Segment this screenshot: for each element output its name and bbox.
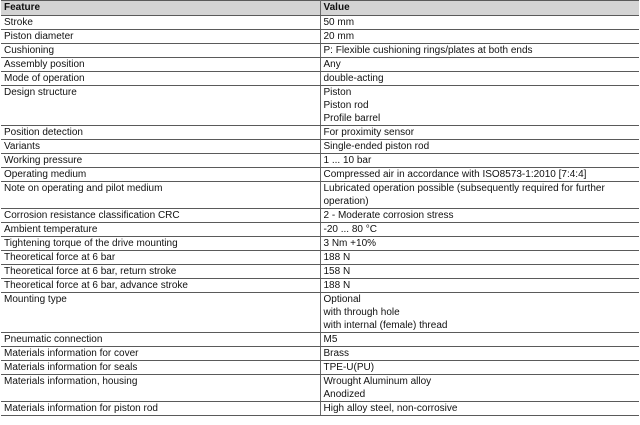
- table-header-row: [1, 1, 639, 16]
- value-line: Piston rod: [323, 100, 369, 111]
- value-cell: [320, 347, 639, 361]
- table-row: [1, 375, 639, 402]
- value-line: -20 ... 80 °C: [323, 224, 377, 235]
- value-cell: [320, 333, 639, 347]
- value-line: For proximity sensor: [323, 127, 415, 138]
- table-row: [1, 140, 639, 154]
- table-row: [1, 223, 639, 237]
- value-cell: [320, 279, 639, 293]
- feature-cell: Assembly position: [1, 58, 320, 72]
- feature-cell: Design structure: [1, 86, 320, 126]
- value-line: double-acting: [323, 73, 384, 84]
- value-line: M5: [323, 334, 338, 345]
- table-row: [1, 347, 639, 361]
- table-row: [1, 126, 639, 140]
- feature-cell: Corrosion resistance classification CRC: [1, 209, 320, 223]
- value-line: 50 mm: [323, 17, 355, 28]
- feature-cell: Materials information for cover: [1, 347, 320, 361]
- value-cell: [320, 375, 639, 402]
- value-line: Profile barrel: [323, 113, 381, 124]
- value-cell: [320, 182, 639, 209]
- value-cell: [320, 265, 639, 279]
- table-row: [1, 279, 639, 293]
- value-line: Single-ended piston rod: [323, 141, 430, 152]
- table-row: [1, 361, 639, 375]
- value-line: operation): [323, 196, 369, 207]
- feature-cell: Operating medium: [1, 168, 320, 182]
- value-line: Brass: [323, 348, 350, 359]
- value-cell: [320, 293, 639, 333]
- feature-cell: Materials information for piston rod: [1, 402, 320, 416]
- feature-cell: Piston diameter: [1, 30, 320, 44]
- feature-cell: Theoretical force at 6 bar: [1, 251, 320, 265]
- value-line: Lubricated operation possible (subsequently required for further: [323, 183, 605, 194]
- value-cell: [320, 44, 639, 58]
- value-line: Any: [323, 59, 341, 70]
- value-cell: [320, 126, 639, 140]
- table-row: [1, 16, 639, 30]
- value-line: with through hole: [323, 307, 400, 318]
- value-cell: [320, 251, 639, 265]
- feature-cell: Ambient temperature: [1, 223, 320, 237]
- value-cell: [320, 140, 639, 154]
- table-row: [1, 333, 639, 347]
- value-line: High alloy steel, non-corrosive: [323, 403, 458, 414]
- table-row: [1, 237, 639, 251]
- feature-cell: Stroke: [1, 16, 320, 30]
- value-cell: [320, 361, 639, 375]
- value-line: 3 Nm +10%: [323, 238, 377, 249]
- feature-cell: Materials information, housing: [1, 375, 320, 402]
- value-line: Compressed air in accordance with ISO8573-1:2010 [7:4:4]: [323, 169, 587, 180]
- value-line: 188 N: [323, 280, 351, 291]
- table-row: [1, 30, 639, 44]
- table-row: [1, 265, 639, 279]
- value-line: Optional: [323, 294, 361, 305]
- table-row: [1, 182, 639, 209]
- value-cell: [320, 237, 639, 251]
- feature-cell: Theoretical force at 6 bar, return stroke: [1, 265, 320, 279]
- table-row: [1, 86, 639, 126]
- value-line: TPE-U(PU): [323, 362, 375, 373]
- value-cell: [320, 209, 639, 223]
- value-line: 20 mm: [323, 31, 355, 42]
- value-column-header: Value: [320, 1, 639, 16]
- value-line: 188 N: [323, 252, 351, 263]
- value-cell: [320, 72, 639, 86]
- feature-cell: Variants: [1, 140, 320, 154]
- value-line: with internal (female) thread: [323, 320, 448, 331]
- table-row: [1, 72, 639, 86]
- feature-cell: Working pressure: [1, 154, 320, 168]
- feature-cell: Mode of operation: [1, 72, 320, 86]
- table-row: [1, 209, 639, 223]
- feature-cell: Mounting type: [1, 293, 320, 333]
- value-cell: [320, 223, 639, 237]
- value-cell: [320, 168, 639, 182]
- value-cell: [320, 30, 639, 44]
- value-line: Wrought Aluminum alloy: [323, 376, 432, 387]
- table-body: [1, 16, 639, 416]
- value-line: Piston: [323, 87, 352, 98]
- value-cell: [320, 58, 639, 72]
- feature-cell: Materials information for seals: [1, 361, 320, 375]
- value-cell: [320, 16, 639, 30]
- feature-column-header: Feature: [1, 1, 320, 16]
- value-line: 2 - Moderate corrosion stress: [323, 210, 454, 221]
- table-row: [1, 402, 639, 416]
- value-cell: [320, 402, 639, 416]
- feature-cell: Pneumatic connection: [1, 333, 320, 347]
- table-row: [1, 44, 639, 58]
- feature-cell: Note on operating and pilot medium: [1, 182, 320, 209]
- feature-value-table: [1, 0, 639, 416]
- table-row: [1, 293, 639, 333]
- feature-cell: Tightening torque of the drive mounting: [1, 237, 320, 251]
- value-cell: [320, 86, 639, 126]
- feature-cell: Position detection: [1, 126, 320, 140]
- table-row: [1, 251, 639, 265]
- value-cell: [320, 154, 639, 168]
- table-row: [1, 168, 639, 182]
- value-line: 1 ... 10 bar: [323, 155, 372, 166]
- table-row: [1, 58, 639, 72]
- table-row: [1, 154, 639, 168]
- value-line: P: Flexible cushioning rings/plates at both ends: [323, 45, 533, 56]
- value-line: 158 N: [323, 266, 351, 277]
- value-line: Anodized: [323, 389, 366, 400]
- feature-cell: Theoretical force at 6 bar, advance stroke: [1, 279, 320, 293]
- feature-cell: Cushioning: [1, 44, 320, 58]
